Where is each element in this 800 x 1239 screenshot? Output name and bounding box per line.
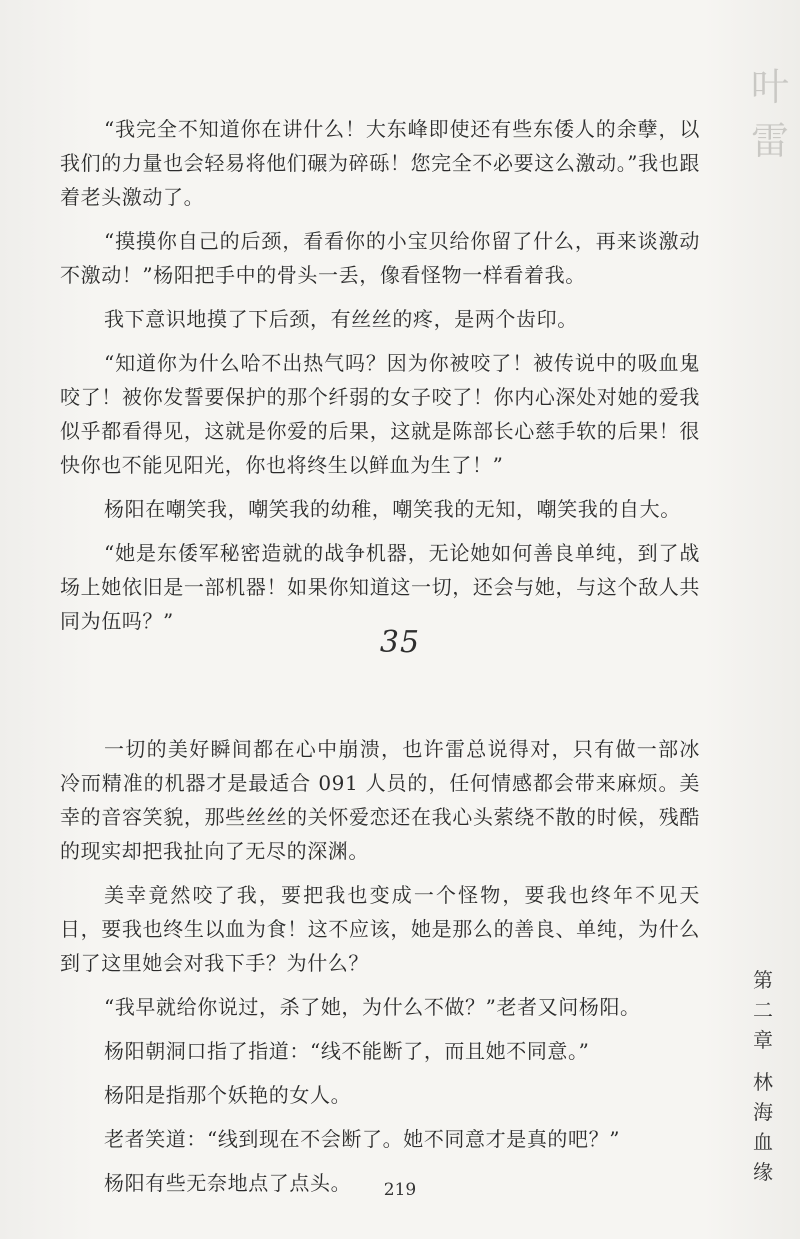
page-number: 219 — [383, 1180, 417, 1200]
paragraph: “知道你为什么哈不出热气吗？因为你被咬了！被传说中的吸血鬼咬了！被你发誓要保护的那个纤弱的女子咬了！你内心深处对她的爱我似乎都看得见，这就是你爱的后果，这就是陈部长心慈手软的后果！很快你也不能见阳光，你也将终生以鲜血为生了！” — [60, 351, 700, 477]
side-title-char: 血 — [753, 1130, 773, 1154]
paragraph: 杨阳是指那个妖艳的女人。 — [104, 1083, 352, 1107]
side-title-char: 章 — [753, 1028, 773, 1052]
paragraph: 杨阳有些无奈地点了点头。 — [104, 1171, 352, 1195]
paragraph: “我完全不知道你在讲什么！大东峰即使还有些东倭人的余孽，以我们的力量也会轻易将他们碾为碎砾！您完全不必要这么激动。”我也跟着老头激动了。 — [60, 117, 700, 209]
paragraph: 老者笑道：“线到现在不会断了。她不同意才是真的吧？” — [104, 1127, 621, 1151]
paragraph: 一切的美好瞬间都在心中崩溃，也许雷总说得对，只有做一部冰冷而精准的机器才是最适合 091 人员的，任何情感都会带来麻烦。美幸的音容笑貌，那些丝丝的关怀爱恋还在我心头萦绕不散的时候，残酷的现实却把我扯向了无尽的深渊。 — [60, 737, 700, 863]
bottom-text-block — [60, 732, 700, 1200]
side-title-char: 海 — [753, 1100, 773, 1124]
bleed-through-text: 叶 雷 — [750, 65, 789, 163]
side-title-char: 二 — [753, 998, 773, 1022]
paragraph: 我下意识地摸了下后颈，有丝丝的疼，是两个齿印。 — [104, 307, 578, 331]
paragraph: “摸摸你自己的后颈，看看你的小宝贝给你留了什么，再来谈激动不激动！”杨阳把手中的骨头一丢，像看怪物一样看着我。 — [60, 229, 700, 287]
side-title-char: 林 — [753, 1070, 773, 1094]
paragraph: “我早就给你说过，杀了她，为什么不做？”老者又问杨阳。 — [104, 995, 641, 1019]
chapter-side-title — [748, 965, 778, 1187]
paragraph: 杨阳朝洞口指了指道：“线不能断了，而且她不同意。” — [104, 1039, 590, 1063]
paragraph: 杨阳在嘲笑我，嘲笑我的幼稚，嘲笑我的无知，嘲笑我的自大。 — [104, 497, 681, 521]
paragraph: 美幸竟然咬了我，要把我也变成一个怪物，要我也终年不见天日，要我也终生以血为食！这不应该，她是那么的善良、单纯，为什么到了这里她会对我下手？为什么？ — [60, 883, 700, 975]
paragraph: “她是东倭军秘密造就的战争机器，无论她如何善良单纯，到了战场上她依旧是一部机器！如果你知道这一切，还会与她，与这个敌人共同为伍吗？” — [60, 541, 700, 633]
chapter-number: 35 — [379, 625, 421, 660]
side-title-char: 第 — [753, 968, 773, 992]
top-text-block — [60, 112, 700, 638]
side-title-char: 缘 — [753, 1160, 773, 1184]
